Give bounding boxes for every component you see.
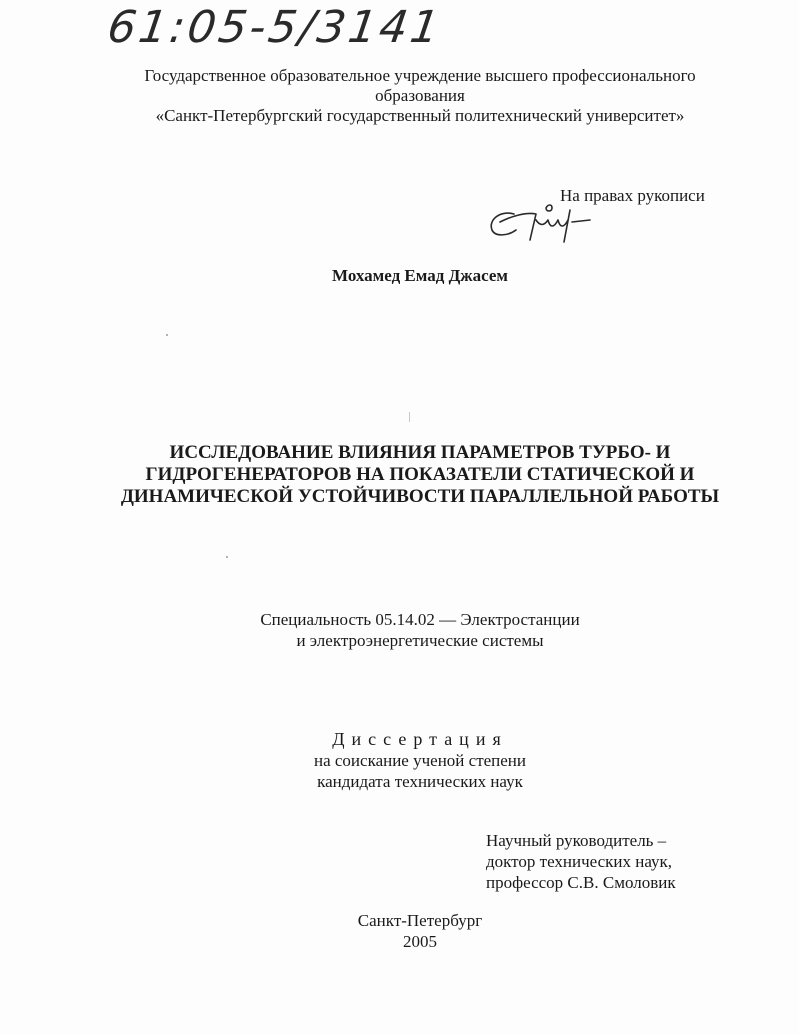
dissertation-heading: Диссертация	[332, 729, 508, 749]
title-line-2: ГИДРОГЕНЕРАТОРОВ НА ПОКАЗАТЕЛИ СТАТИЧЕСКОЙ И	[145, 464, 695, 485]
archive-number: 61:05-5/3141	[104, 2, 446, 53]
institution-line-3: «Санкт-Петербургский государственный политехнический университет»	[155, 106, 685, 125]
institution-line-1: Государственное образовательное учреждение высшего профессионального	[144, 66, 696, 85]
title-line-3: ДИНАМИЧЕСКОЙ УСТОЙЧИВОСТИ ПАРАЛЛЕЛЬНОЙ РАБОТЫ	[120, 486, 720, 507]
supervisor-line-3: профессор С.В. Смоловик	[486, 873, 676, 892]
dissertation-block	[220, 729, 620, 792]
title-line-1: ИССЛЕДОВАНИЕ ВЛИЯНИЯ ПАРАМЕТРОВ ТУРБО- И	[169, 442, 671, 463]
supervisor-block	[486, 830, 676, 893]
author-name: Мохамед Емад Джасем	[332, 266, 508, 285]
institution-header	[100, 66, 740, 126]
city-year-block	[320, 910, 520, 952]
scan-speck	[409, 412, 410, 422]
rights-note: На правах рукописи	[560, 186, 705, 205]
supervisor-line-2: доктор технических наук,	[486, 852, 673, 871]
dissertation-title	[90, 442, 750, 508]
specialty-line-1: Специальность 05.14.02 — Электростанции	[260, 610, 580, 629]
year: 2005	[403, 932, 437, 951]
dissertation-line-1: на соискание ученой степени	[313, 751, 527, 770]
scan-speck	[166, 334, 168, 336]
institution-line-2: образования	[375, 86, 465, 105]
dissertation-line-2: кандидата технических наук	[317, 772, 523, 791]
city: Санкт-Петербург	[357, 911, 483, 930]
scan-speck	[226, 556, 228, 558]
handwritten-signature	[486, 200, 596, 246]
supervisor-line-1: Научный руководитель –	[486, 831, 667, 850]
specialty-block	[220, 609, 620, 651]
specialty-line-2: и электроэнергетические системы	[296, 631, 544, 650]
